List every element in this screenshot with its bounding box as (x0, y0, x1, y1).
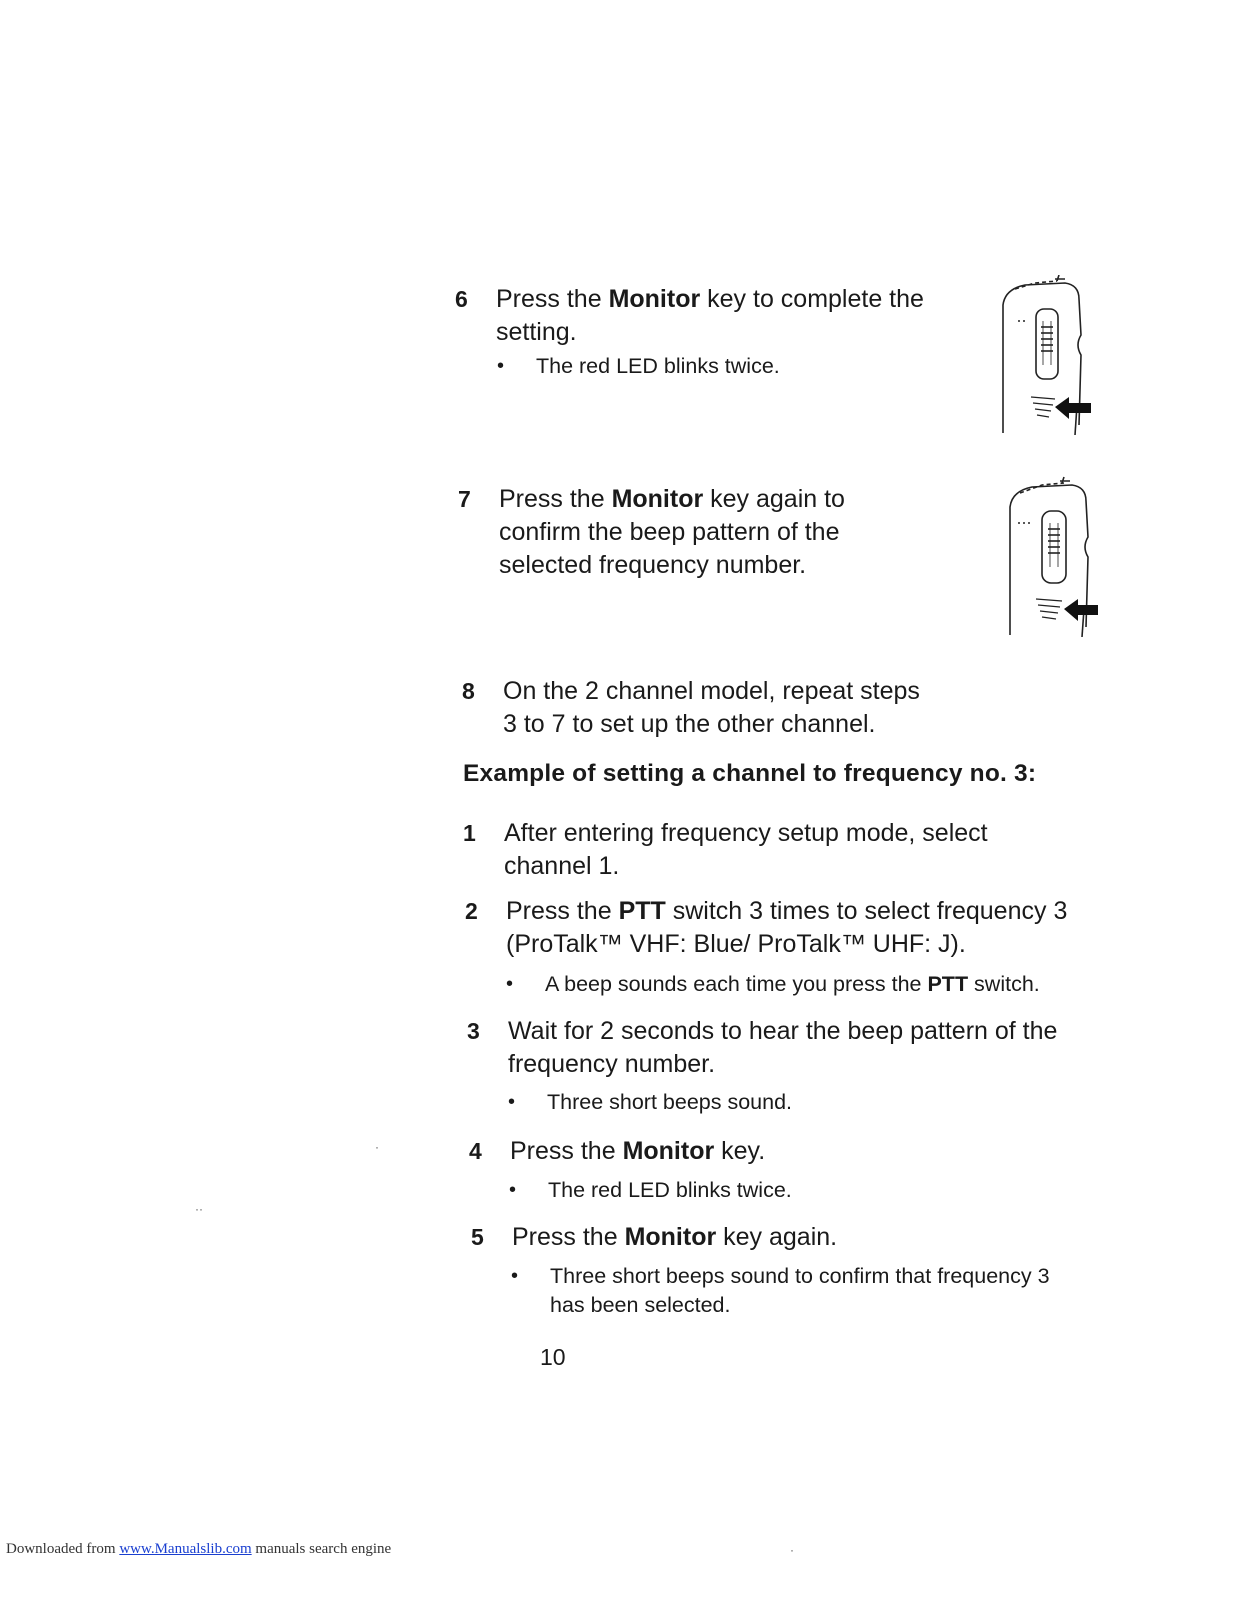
section-heading: Example of setting a channel to frequency no. 3: (463, 760, 1037, 787)
example-step-2 (465, 895, 1145, 965)
step-6 (455, 283, 975, 353)
step-text: On the 2 channel model, repeat steps 3 to 7 to set up the other channel. (503, 677, 920, 738)
step-text: Press the Monitor key again. (512, 1223, 838, 1251)
step-text: After entering frequency setup mode, select channel 1. (504, 819, 988, 880)
manualslib-link[interactable]: www.Manualslib.com (119, 1541, 252, 1557)
example-step-3 (467, 1015, 1147, 1085)
step-number: 7 (458, 486, 471, 512)
step-number: 6 (455, 286, 468, 312)
scan-speck: · (790, 1543, 794, 1557)
step-8 (462, 675, 982, 745)
step-7 (458, 483, 978, 583)
step-number: 3 (467, 1018, 480, 1044)
step-text: Wait for 2 seconds to hear the beep pattern of the frequency number. (508, 1017, 1058, 1078)
step-number: 2 (465, 898, 478, 924)
radio-monitor-key-illustration (995, 275, 1095, 440)
download-footer: Downloaded from www.Manualslib.com manuals search engine (6, 1541, 392, 1557)
scan-speck: · (375, 1140, 379, 1154)
step-text: Press the PTT switch 3 times to select frequency 3 (ProTalk™ VHF: Blue/ ProTalk™ UHF: J). (506, 897, 1068, 958)
step-number: 1 (463, 820, 476, 846)
step-text: Press the Monitor key. (510, 1137, 766, 1165)
step-text: Press the Monitor key again to confirm the beep pattern of the selected frequency number. (499, 485, 845, 579)
page-number: 10 (540, 1344, 566, 1370)
scan-speck: ·· (195, 1202, 203, 1216)
radio-monitor-key-illustration (1002, 475, 1102, 640)
step-number: 5 (471, 1224, 484, 1250)
step-number: 8 (462, 678, 475, 704)
example-step-4 (469, 1135, 1149, 1171)
example-step-1 (463, 817, 1143, 887)
manual-page: 6 Press the Monitor key to complete the setting. • The red LED blinks twice. 7 Press the Monitor key again to confirm the beep pattern of the selected frequency number. 8 On the 2 channel model, repeat steps 3 to 7 to set up the other channel. Example of setting a channel to frequency no. 3: 1 After entering frequency setup mode, select channel 1. 2 Press the PTT switch 3 times to select frequency 3 (ProTalk™ VHF: Blue/ ProTalk™ UHF: J). • A beep sounds each time you press the PTT switch. 3 Wait for 2 seconds to hear the beep pattern of the frequency number. • Three short beeps sound. 4 Press the Monitor key. • The red LED blinks twice. 5 Press the Monitor key again. • Three short beeps sound to confirm that frequency 3 has been selected. 10 · ·· · Downloaded from www.Manualslib.com manuals search engine (0, 0, 1237, 1600)
example-step-5 (471, 1221, 1151, 1257)
step-text: Press the Monitor key to complete the setting. (496, 285, 924, 346)
step-number: 4 (469, 1138, 482, 1164)
